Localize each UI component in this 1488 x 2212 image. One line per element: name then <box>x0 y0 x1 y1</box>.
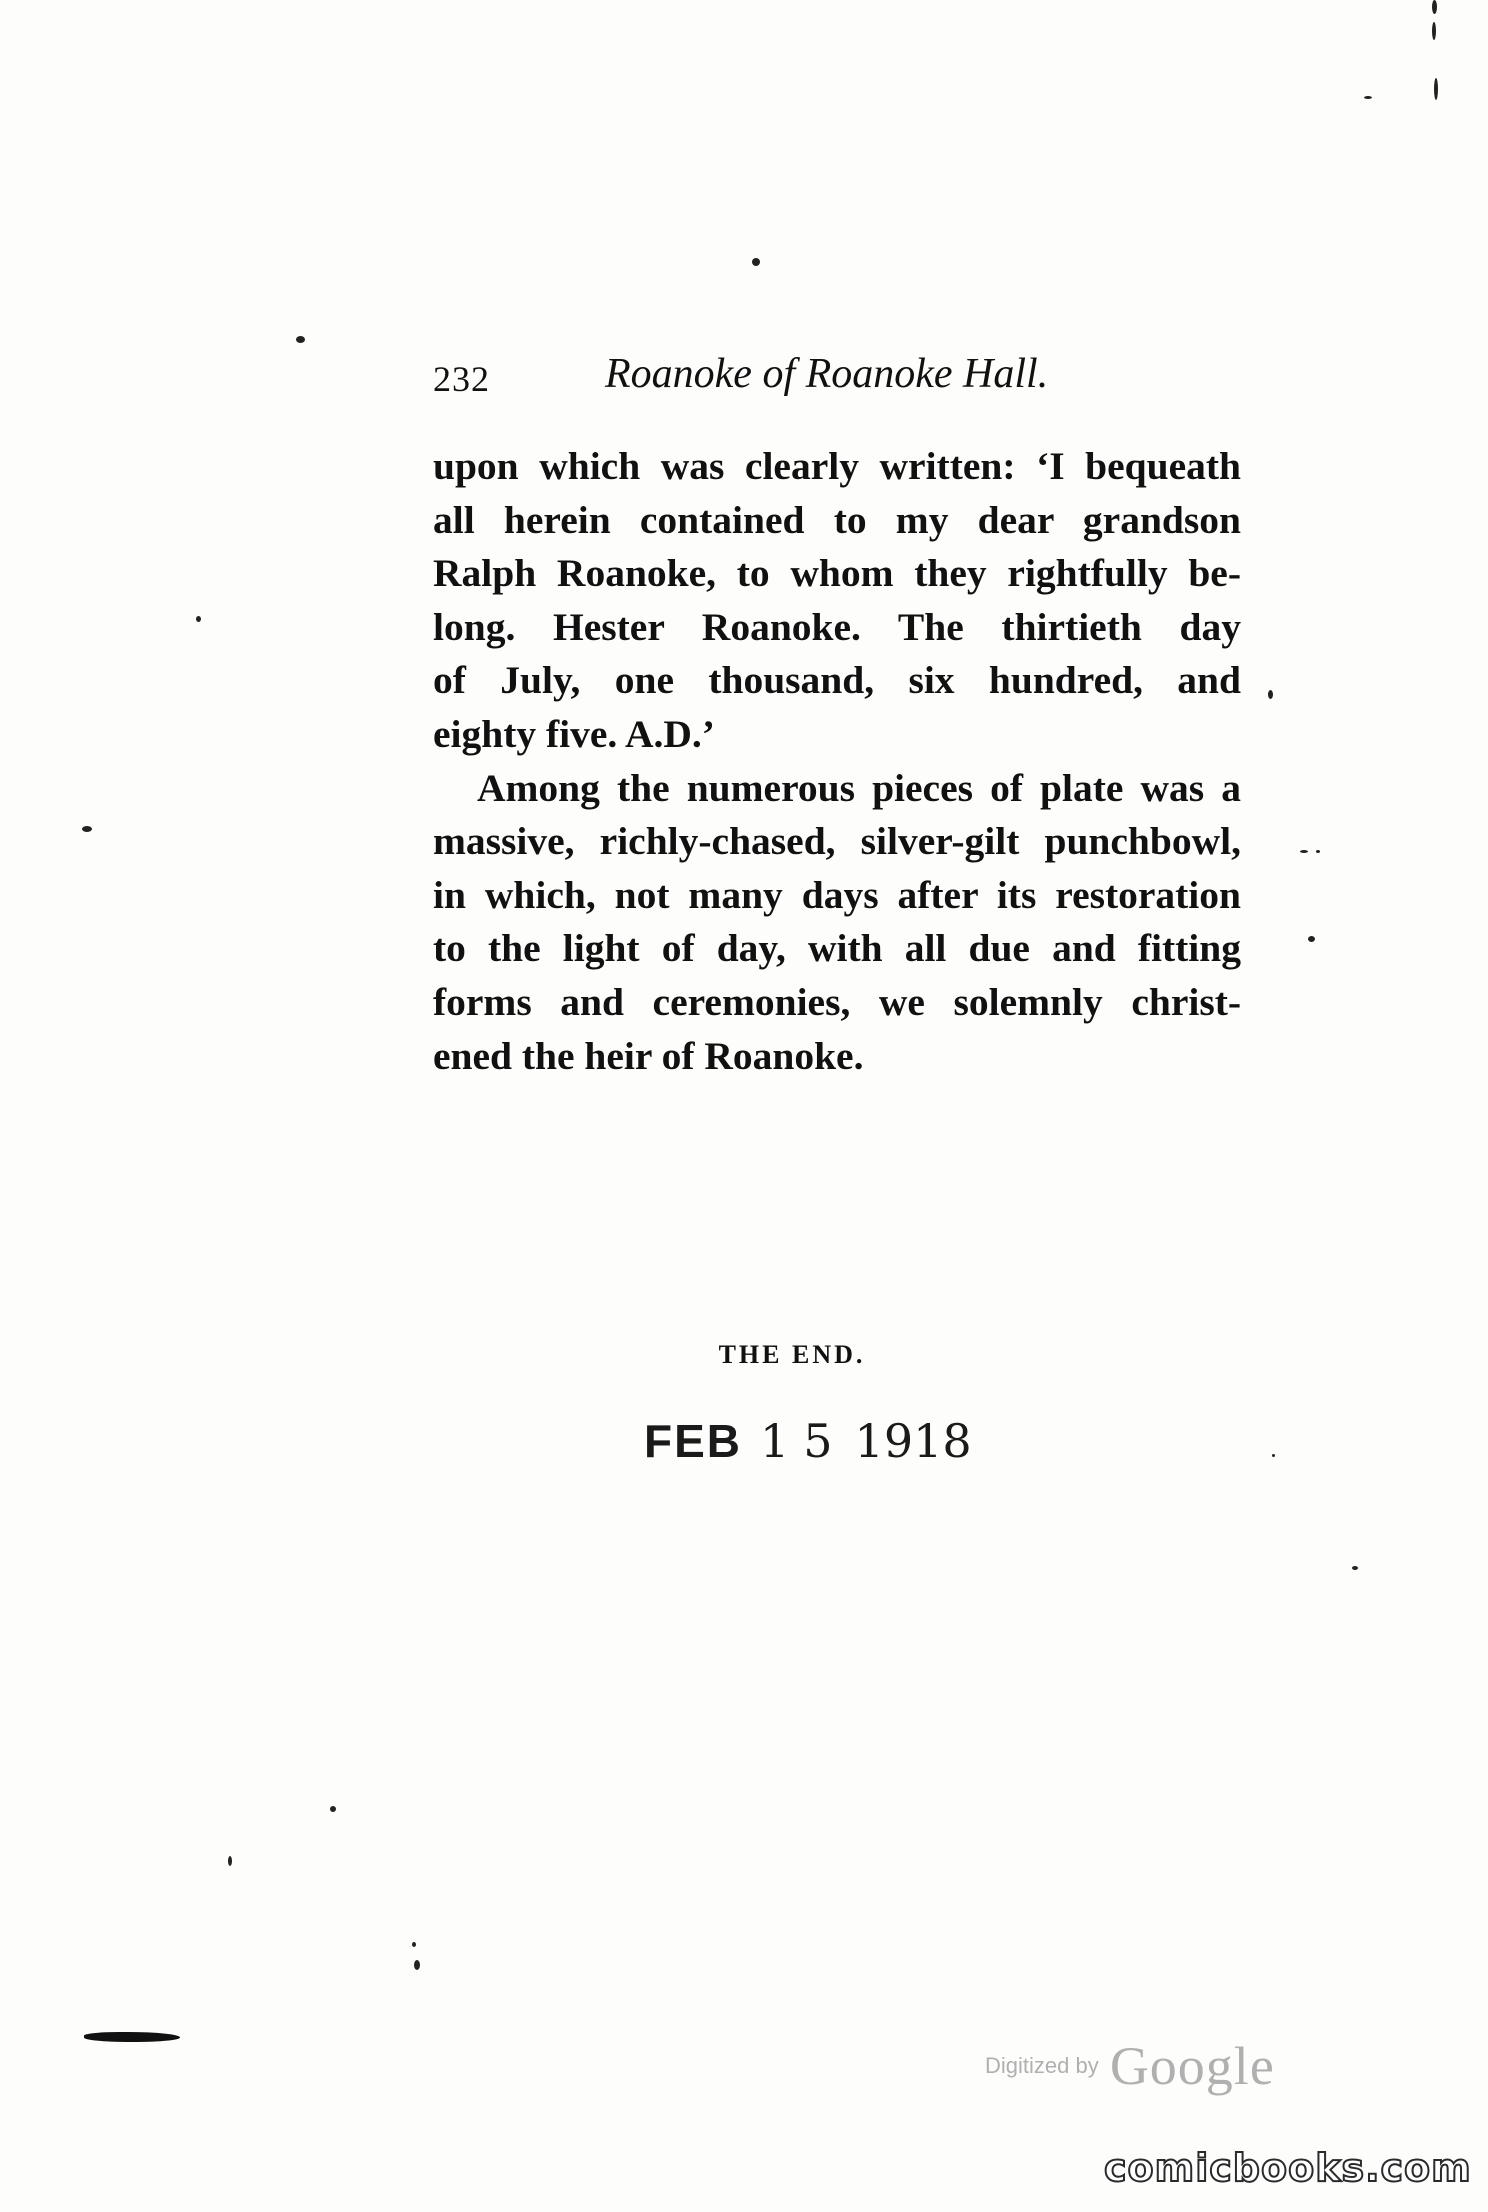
scan-speck <box>1300 850 1308 853</box>
text-line: forms and ceremonies, we solemnly christ- <box>433 979 1241 1024</box>
scan-speck <box>1364 96 1372 99</box>
scan-speck <box>414 1960 420 1970</box>
scan-speck <box>1352 1566 1358 1570</box>
digitized-by-label: Digitized by <box>985 2053 1099 2078</box>
stamp-month: FEB <box>644 1415 742 1467</box>
scan-speck <box>752 258 760 266</box>
text-line: Among the numerous pieces of plate was a <box>477 765 1241 810</box>
digitized-by-google <box>985 2035 1275 2097</box>
scan-speck <box>1308 936 1315 942</box>
text-line: to the light of day, with all due and fitting <box>433 926 1241 971</box>
scan-speck <box>1268 690 1273 699</box>
scan-smudge <box>84 2032 180 2042</box>
scan-speck <box>228 1856 232 1866</box>
stamp-day: 15 <box>760 1414 847 1468</box>
body-text <box>433 440 1241 1083</box>
scan-speck <box>1432 0 1437 14</box>
text-line: massive, richly-chased, silver-gilt punchbowl, <box>433 819 1241 864</box>
text-line: in which, not many days after its restoration <box>433 872 1241 917</box>
running-head <box>433 350 1241 404</box>
scan-speck <box>296 336 305 343</box>
text-line: ened the heir of Roanoke. <box>433 1033 864 1078</box>
google-logo: Google <box>1109 2036 1275 2096</box>
the-end-label: THE END. <box>718 1340 866 1369</box>
text-line: upon which was clearly written: ‘I bequeath <box>433 444 1241 488</box>
date-stamp <box>644 1414 972 1472</box>
text-line: eighty five. A.D.’ <box>433 711 715 756</box>
watermark: comicbooks.com <box>1104 2146 1472 2190</box>
scan-speck <box>82 826 92 832</box>
running-title: Roanoke of Roanoke Hall. <box>605 351 1049 397</box>
text-line: long. Hester Roanoke. The thirtieth day <box>433 604 1241 649</box>
scan-speck <box>1434 78 1438 100</box>
stamp-year: 1918 <box>854 1414 972 1468</box>
scan-speck <box>196 616 201 622</box>
scan-speck <box>1316 850 1320 853</box>
scan-speck <box>1272 1454 1275 1457</box>
text-line: Ralph Roanoke, to whom they rightfully be- <box>433 551 1241 596</box>
page-number: 232 <box>433 359 490 399</box>
scan-speck <box>412 1942 416 1947</box>
text-line: of July, one thousand, six hundred, and <box>433 658 1241 703</box>
text-line: all herein contained to my dear grandson <box>433 497 1241 542</box>
scan-speck <box>1432 22 1436 40</box>
scan-speck <box>330 1806 336 1812</box>
